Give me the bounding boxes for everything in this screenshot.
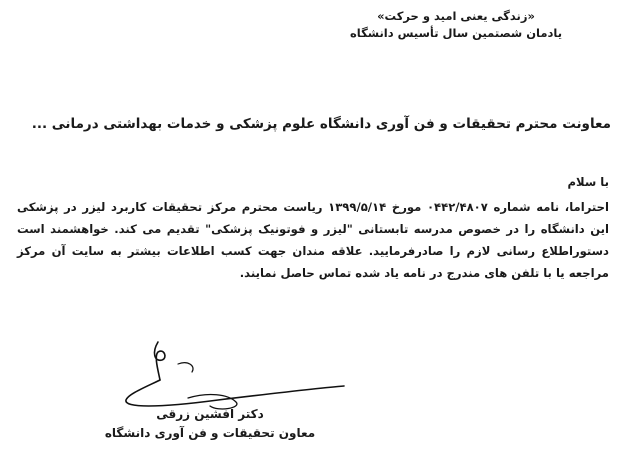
signer-name: دکتر افشین زرقی <box>156 407 264 421</box>
handwritten-signature-icon <box>118 336 348 416</box>
body-paragraph: احتراما، نامه شماره ۰۴۴۲/۴۸۰۷ مورخ ۱۳۹۹/۵/۱۴ ریاست محترم مرکز تحقیقات کاربرد لیزر در پزشکی این دانشگاه را در خصوص مدرسه تابستانی "لیزر و فوتونیک پزشکی" تقدیم می کند. خواهشمند است دستوراطلاع رسانی لازم را صادرفرمایید. علاقه مندان جهت کسب اطلاعات بیشتر به سایت آن مرکز مراجعه یا با تلفن های مندرج در نامه یاد شده تماس حاصل نمایند. <box>17 200 609 280</box>
signer-title: معاون تحقیقات و فن آوری دانشگاه <box>104 426 316 440</box>
letterhead-motto <box>283 8 629 42</box>
letter-body <box>17 171 609 284</box>
addressee-line: معاونت محترم تحقیقات و فن آوری دانشگاه علوم پزشکی و خدمات بهداشتی درمانی ... <box>31 116 611 132</box>
signature-block <box>100 405 320 443</box>
anniversary-line: یادمان شصتمین سال تأسیس دانشگاه <box>349 26 563 40</box>
greeting: با سلام <box>567 175 609 189</box>
motto-line: «زندگی یعنی امید و حرکت» <box>377 9 535 23</box>
